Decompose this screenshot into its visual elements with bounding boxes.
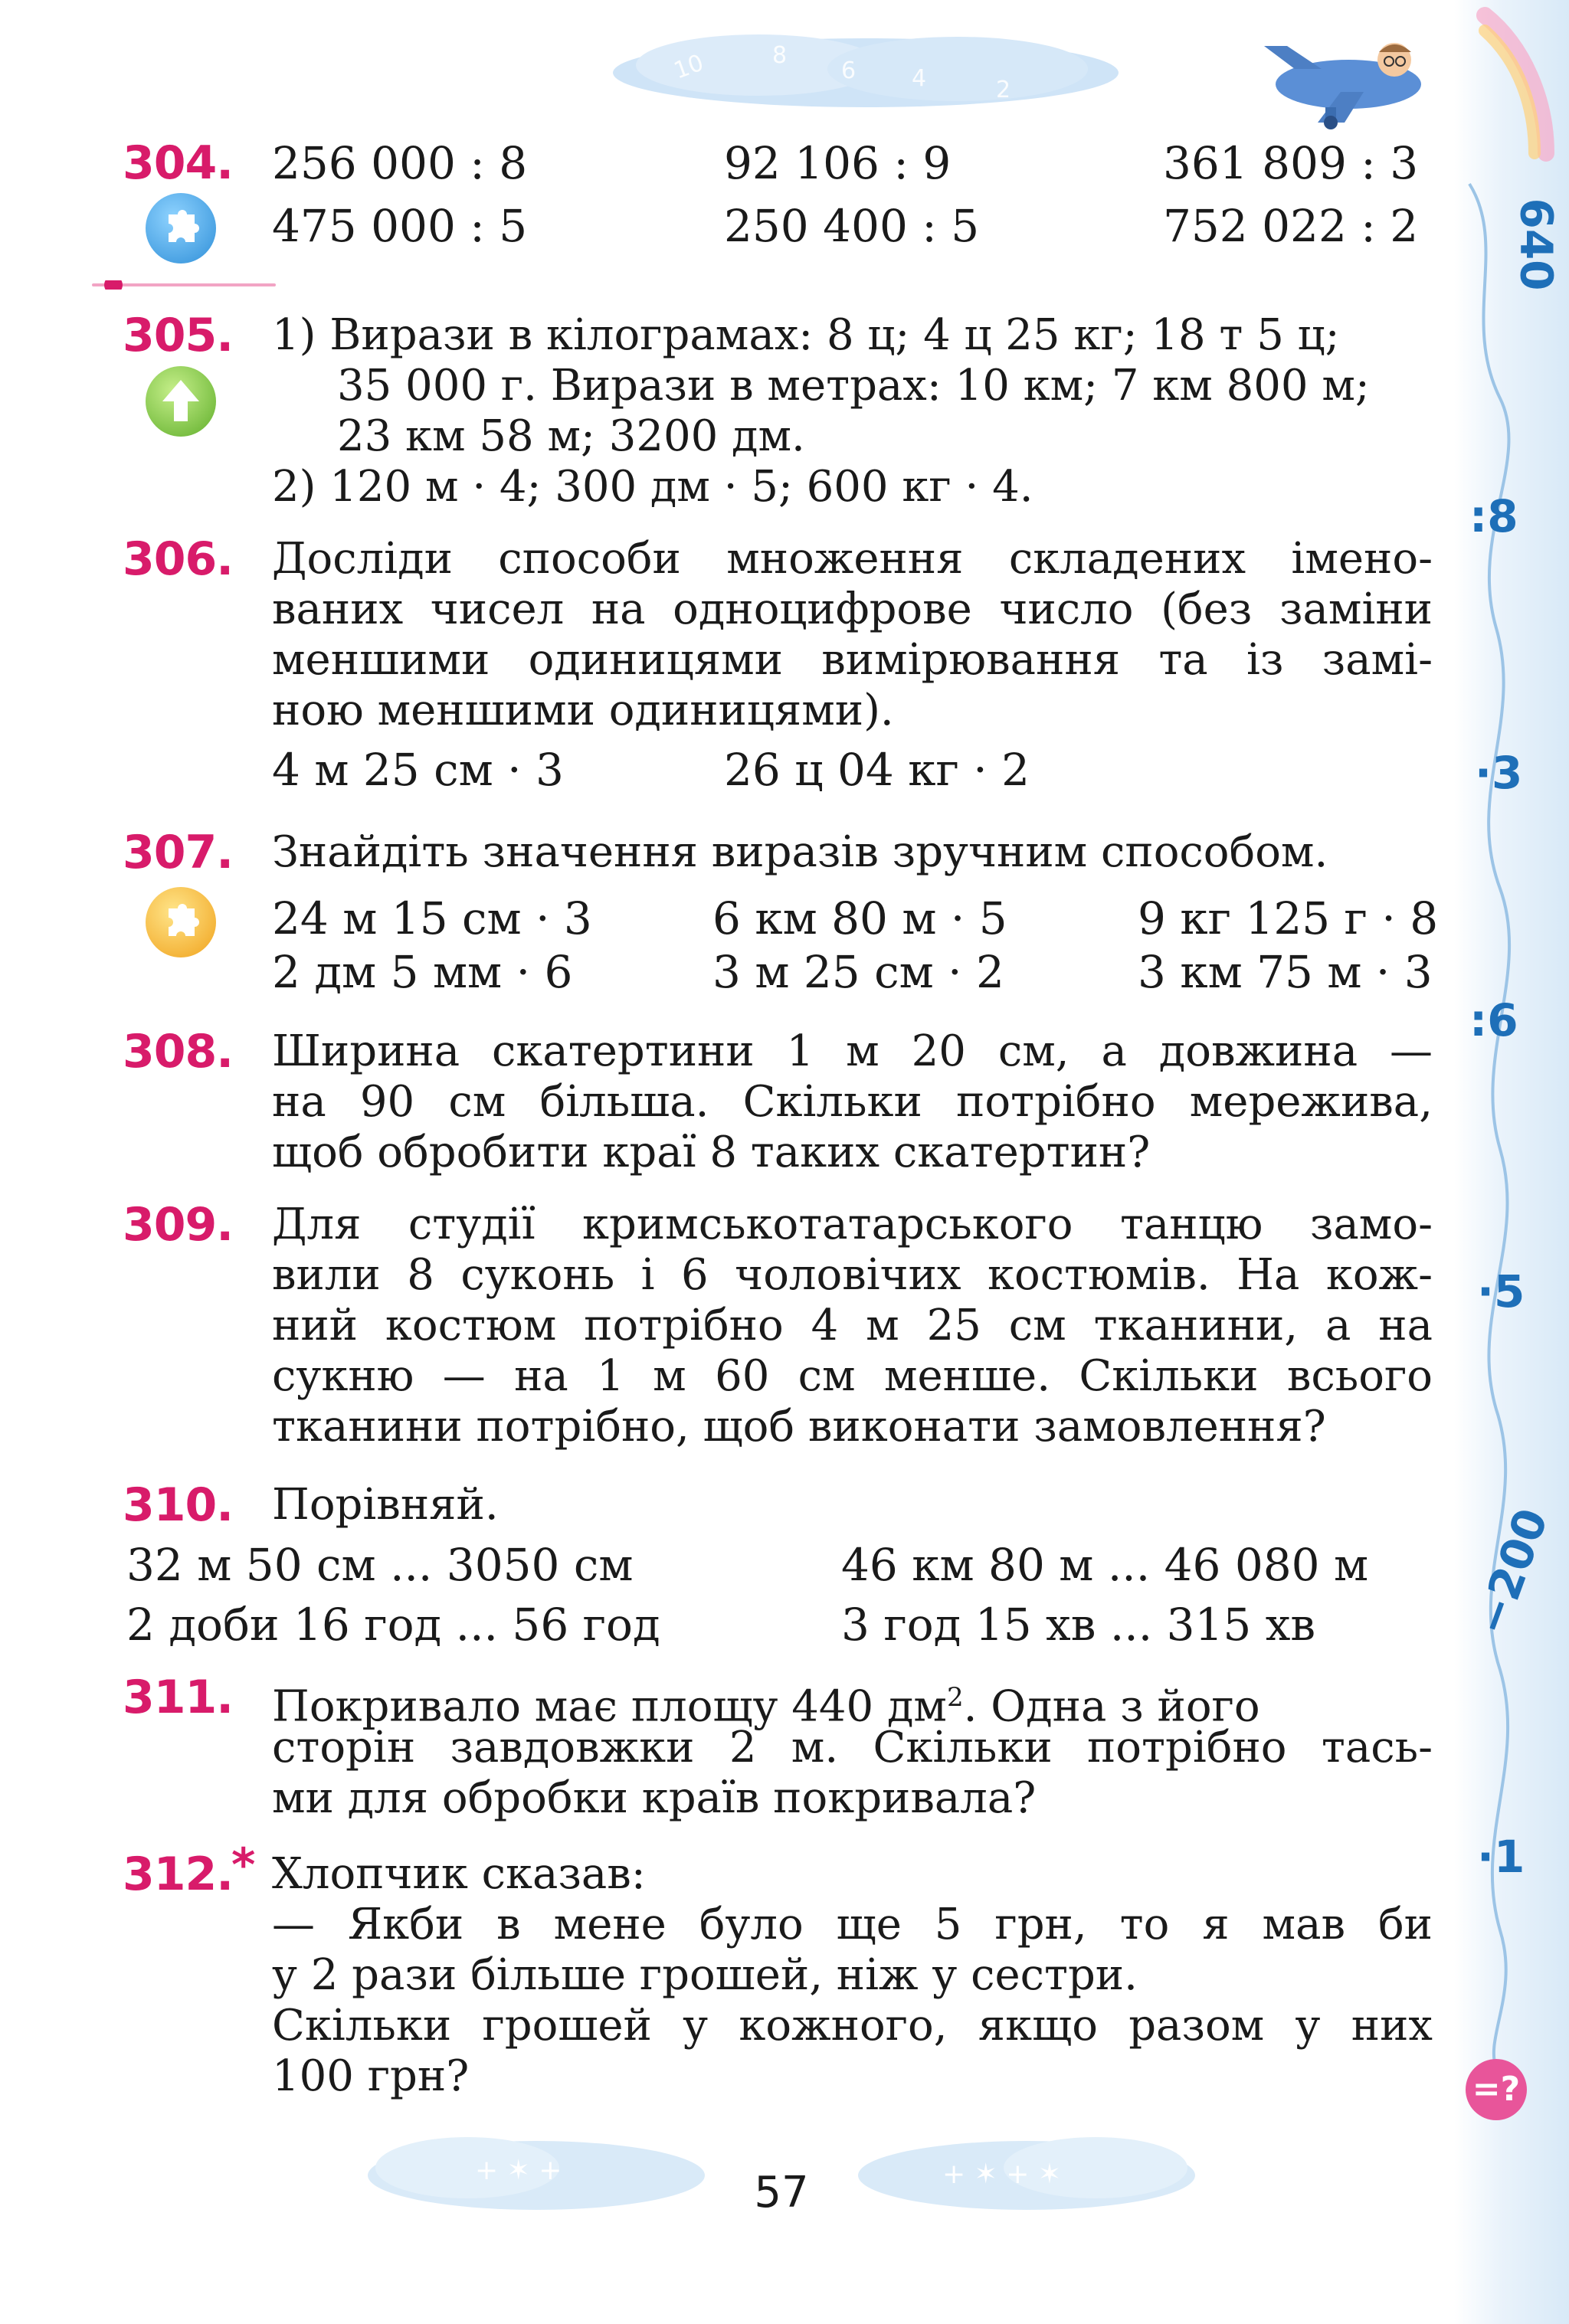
exercise-text: Досліди способи множення складених імено-	[272, 534, 1433, 584]
section-divider	[92, 280, 276, 290]
exercise-number: 307.	[123, 826, 234, 879]
exercise-text: 35 000 г. Вирази в метрах: 10 км; 7 км 800 м;	[337, 361, 1370, 411]
exercise-text: тканини потрібно, щоб виконати замовлення?	[272, 1402, 1326, 1452]
svg-text:+ ✶ +: + ✶ +	[475, 2155, 562, 2186]
exercise-text: Ширина скатертини 1 м 20 см, а довжина —	[272, 1026, 1433, 1076]
strip-number: ·1	[1477, 1831, 1525, 1883]
exercise-text: на 90 см більша. Скільки потрібно мережива,	[272, 1077, 1433, 1127]
exercise-text: — Якби в мене було ще 5 грн, то я мав би	[272, 1900, 1433, 1949]
strip-number: 640	[1510, 198, 1563, 291]
expression: 6 км 80 м · 5	[712, 892, 1007, 944]
exercise-text: вили 8 суконь і 6 чоловічих костюмів. На кож-	[272, 1250, 1433, 1300]
text-part: . Одна з його	[963, 1681, 1260, 1732]
exercise-text: Знайдіть значення виразів зручним способом.	[272, 827, 1328, 877]
expression: 9 кг 125 г · 8	[1138, 892, 1439, 944]
expression: 256 000 : 8	[272, 137, 528, 189]
exercise-number: 308.	[123, 1025, 234, 1079]
expression: 361 809 : 3	[1163, 137, 1419, 189]
puzzle-icon	[146, 887, 216, 957]
cloud-digit: 8	[772, 42, 788, 69]
exercise-number: 305.	[123, 309, 234, 362]
exercise-text: сукню — на 1 м 60 см менше. Скільки всього	[272, 1351, 1433, 1401]
expression: 92 106 : 9	[724, 137, 952, 189]
exercise-text: ми для обробки країв покривала?	[272, 1773, 1037, 1823]
exercise-text: ваних чисел на одноцифрове число (без заміни	[272, 584, 1433, 634]
strip-number: ·3	[1475, 747, 1523, 799]
exercise-number: 306.	[123, 532, 234, 586]
exercise-number: 312.	[123, 1848, 234, 1901]
text-part: Покривало має площу 440 дм	[272, 1681, 947, 1732]
strip-number: :6	[1469, 994, 1518, 1046]
expression: 2 дм 5 мм · 6	[272, 946, 573, 998]
puzzle-icon	[146, 193, 216, 263]
exercise-number: 311.	[123, 1671, 234, 1724]
airplane-illustration	[1249, 15, 1448, 130]
exercise-number: 304.	[123, 136, 234, 190]
expression: 26 ц 04 кг · 2	[724, 744, 1030, 796]
cloud-digit: 2	[996, 77, 1011, 103]
exercise-number: 309.	[123, 1198, 234, 1252]
cloud-digit: 10	[670, 49, 708, 85]
exercise-text: Порівняй.	[272, 1480, 499, 1530]
comparison: 2 доби 16 год ... 56 год	[126, 1599, 660, 1651]
exercise-text: Хлопчик сказав:	[272, 1849, 646, 1899]
arrow-up-icon	[146, 366, 216, 437]
exercise-text: меншими одиницями вимірювання та із замі-	[272, 635, 1433, 685]
exercise-text: 100 грн?	[272, 2051, 470, 2101]
exercise-text: у 2 рази більше грошей, ніж у сестри.	[272, 1950, 1138, 2000]
exercise-text: ною меншими одиницями).	[272, 686, 894, 735]
strip-number: :8	[1469, 490, 1518, 542]
exercise-text: сторін завдовжки 2 м. Скільки потрібно тась-	[272, 1723, 1433, 1772]
superscript: 2	[947, 1682, 964, 1713]
expression: 752 022 : 2	[1163, 200, 1419, 252]
comparison: 3 год 15 хв ... 315 хв	[841, 1599, 1316, 1651]
expression: 3 км 75 м · 3	[1138, 946, 1433, 998]
page-number: 57	[754, 2168, 809, 2218]
footer-cloud	[850, 2122, 1203, 2221]
cloud-digit: 6	[841, 57, 857, 84]
expression: 475 000 : 5	[272, 200, 528, 252]
footer-cloud	[360, 2122, 712, 2221]
star-icon: *	[231, 1838, 256, 1892]
cloud-digit: 4	[912, 65, 927, 92]
exercise-text: Для студії кримськотатарського танцю замо-	[272, 1200, 1433, 1249]
strip-curve	[1454, 0, 1569, 2324]
svg-text:+ ✶ + ✶: + ✶ + ✶	[942, 2159, 1061, 2190]
exercise-text: 1) Вирази в кілограмах: 8 ц; 4 ц 25 кг; 18 т 5 ц;	[272, 310, 1340, 360]
exercise-text: 23 км 58 м; 3200 дм.	[337, 411, 805, 461]
exercise-text: ний костюм потрібно 4 м 25 см тканини, а на	[272, 1301, 1433, 1350]
exercise-text: Скільки грошей у кожного, якщо разом у них	[272, 2001, 1433, 2051]
expression: 24 м 15 см · 3	[272, 892, 592, 944]
question-badge-icon: =?	[1466, 2059, 1527, 2120]
strip-number: −200	[1464, 1501, 1558, 1642]
exercise-text: 2) 120 м · 4; 300 дм · 5; 600 кг · 4.	[272, 462, 1033, 512]
expression: 250 400 : 5	[724, 200, 980, 252]
exercise-text: щоб обробити краї 8 таких скатертин?	[272, 1128, 1151, 1177]
comparison: 32 м 50 см ... 3050 см	[126, 1539, 634, 1591]
comparison: 46 км 80 м ... 46 080 м	[841, 1539, 1369, 1591]
exercise-number: 310.	[123, 1478, 234, 1532]
expression: 3 м 25 см · 2	[712, 946, 1004, 998]
strip-number: ·5	[1477, 1265, 1525, 1317]
expression: 4 м 25 см · 3	[272, 744, 564, 796]
